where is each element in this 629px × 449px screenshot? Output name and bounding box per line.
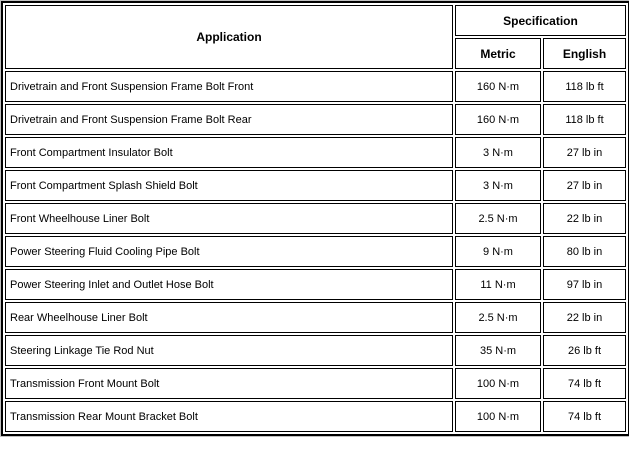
cell-application: Drivetrain and Front Suspension Frame Bolt Rear <box>5 104 453 135</box>
cell-metric: 160 N·m <box>455 71 541 102</box>
table-row <box>5 368 626 399</box>
table-header <box>5 5 626 69</box>
cell-application: Drivetrain and Front Suspension Frame Bolt Front <box>5 71 453 102</box>
cell-english: 118 lb ft <box>543 104 626 135</box>
cell-metric: 2.5 N·m <box>455 203 541 234</box>
table-row <box>5 236 626 267</box>
cell-metric: 100 N·m <box>455 368 541 399</box>
table-row <box>5 269 626 300</box>
table-row <box>5 170 626 201</box>
cell-english: 97 lb in <box>543 269 626 300</box>
cell-english: 118 lb ft <box>543 71 626 102</box>
cell-english: 74 lb ft <box>543 368 626 399</box>
table-row <box>5 401 626 432</box>
table-row <box>5 104 626 135</box>
column-header-specification: Specification <box>455 5 626 36</box>
cell-application: Front Compartment Insulator Bolt <box>5 137 453 168</box>
cell-metric: 100 N·m <box>455 401 541 432</box>
table-row <box>5 137 626 168</box>
cell-metric: 11 N·m <box>455 269 541 300</box>
cell-english: 22 lb in <box>543 302 626 333</box>
cell-application: Power Steering Fluid Cooling Pipe Bolt <box>5 236 453 267</box>
cell-metric: 3 N·m <box>455 137 541 168</box>
cell-english: 22 lb in <box>543 203 626 234</box>
cell-english: 27 lb in <box>543 137 626 168</box>
cell-application: Rear Wheelhouse Liner Bolt <box>5 302 453 333</box>
cell-english: 80 lb in <box>543 236 626 267</box>
cell-english: 74 lb ft <box>543 401 626 432</box>
table-row <box>5 335 626 366</box>
table-row <box>5 302 626 333</box>
header-row-top <box>5 5 626 36</box>
table-row <box>5 71 626 102</box>
cell-application: Front Compartment Splash Shield Bolt <box>5 170 453 201</box>
cell-application: Power Steering Inlet and Outlet Hose Bolt <box>5 269 453 300</box>
cell-english: 27 lb in <box>543 170 626 201</box>
column-header-english: English <box>543 38 626 69</box>
cell-metric: 9 N·m <box>455 236 541 267</box>
cell-metric: 160 N·m <box>455 104 541 135</box>
cell-metric: 2.5 N·m <box>455 302 541 333</box>
cell-english: 26 lb ft <box>543 335 626 366</box>
cell-application: Transmission Rear Mount Bracket Bolt <box>5 401 453 432</box>
table-row <box>5 203 626 234</box>
column-header-application: Application <box>5 5 453 69</box>
cell-metric: 35 N·m <box>455 335 541 366</box>
cell-application: Front Wheelhouse Liner Bolt <box>5 203 453 234</box>
cell-application: Transmission Front Mount Bolt <box>5 368 453 399</box>
torque-spec-table <box>1 1 629 436</box>
table-body <box>5 71 626 432</box>
cell-application: Steering Linkage Tie Rod Nut <box>5 335 453 366</box>
column-header-metric: Metric <box>455 38 541 69</box>
cell-metric: 3 N·m <box>455 170 541 201</box>
